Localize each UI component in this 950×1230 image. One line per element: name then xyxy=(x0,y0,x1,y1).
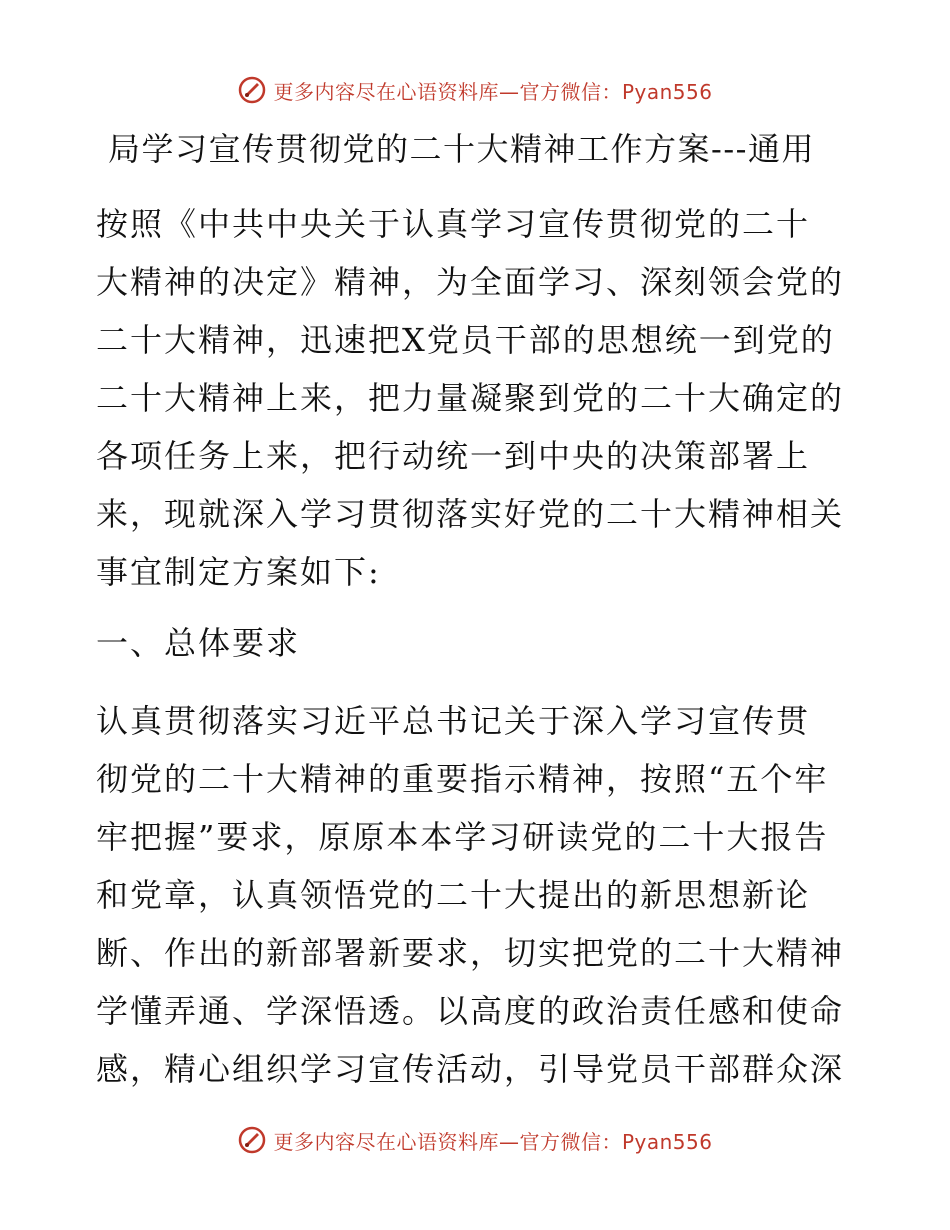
paragraph-line: 感，精心组织学习宣传活动，引导党员干部群众深 xyxy=(96,1050,845,1088)
paragraph-general-requirements xyxy=(96,692,856,1098)
paragraph-intro xyxy=(96,195,856,601)
paragraph-line: 彻党的二十大精神的重要指示精神，按照“五个牢 xyxy=(96,760,829,798)
watermark-banner-bottom xyxy=(0,1120,950,1160)
brand-logo-icon xyxy=(237,75,267,105)
section-heading-general-requirements: 一、总体要求 xyxy=(96,624,301,662)
paragraph-line: 二十大精神上来，把力量凝聚到党的二十大确定的 xyxy=(96,379,845,417)
paragraph-line: 断、作出的新部署新要求，切实把党的二十大精神 xyxy=(96,934,845,972)
paragraph-line: 各项任务上来，把行动统一到中央的决策部署上 xyxy=(96,437,811,475)
paragraph-line: 事宜制定方案如下: xyxy=(96,553,381,591)
paragraph-line: 大精神的决定》精神，为全面学习、深刻领会党的 xyxy=(96,263,845,301)
watermark-banner-top xyxy=(0,70,950,110)
paragraph-line: 和党章，认真领悟党的二十大提出的新思想新论 xyxy=(96,876,811,914)
paragraph-line: 二十大精神，迅速把X党员干部的思想统一到党的 xyxy=(96,321,835,359)
watermark-lead-text: 更多内容尽在心语资料库 xyxy=(273,1129,499,1154)
document-title: 局学习宣传贯彻党的二十大精神工作方案---通用 xyxy=(108,130,815,168)
watermark-wechat-text: —官方微信：Pyan556 xyxy=(498,79,713,104)
brand-logo-icon xyxy=(237,1125,267,1155)
paragraph-line: 来，现就深入学习贯彻落实好党的二十大精神相关 xyxy=(96,495,845,533)
watermark-lead-text: 更多内容尽在心语资料库 xyxy=(273,79,499,104)
paragraph-line: 按照《中共中央关于认真学习宣传贯彻党的二十 xyxy=(96,205,811,243)
paragraph-line: 学懂弄通、学深悟透。以高度的政治责任感和使命 xyxy=(96,992,845,1030)
paragraph-line: 认真贯彻落实习近平总书记关于深入学习宣传贯 xyxy=(96,702,811,740)
watermark-wechat-text: —官方微信：Pyan556 xyxy=(498,1129,713,1154)
paragraph-line: 牢把握”要求，原原本本学习研读党的二十大报告 xyxy=(96,818,829,856)
